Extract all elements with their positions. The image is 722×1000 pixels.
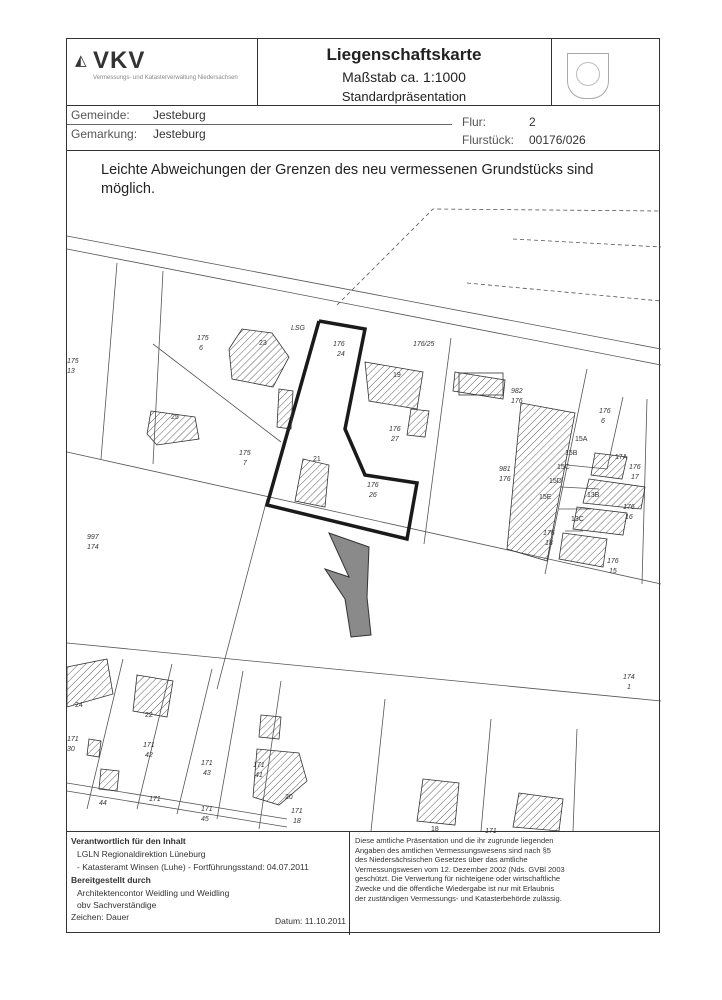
- svg-text:21: 21: [313, 456, 321, 463]
- svg-text:18: 18: [431, 826, 439, 833]
- gemeinde-value: Jesteburg: [153, 108, 206, 122]
- svg-text:41: 41: [255, 772, 263, 779]
- svg-text:13C: 13C: [571, 516, 584, 523]
- svg-text:176: 176: [607, 558, 619, 565]
- divider: [67, 124, 452, 125]
- cadastral-map: [67, 199, 661, 835]
- svg-text:27: 27: [391, 436, 399, 443]
- svg-text:24: 24: [75, 702, 83, 709]
- resp-line-2: - Katasteramt Winsen (Luhe) - Fortführungsstand: 04.07.2011: [77, 862, 309, 872]
- svg-text:176: 176: [367, 482, 379, 489]
- svg-text:997: 997: [87, 534, 99, 541]
- svg-text:13: 13: [67, 368, 75, 375]
- svg-text:175: 175: [239, 450, 251, 457]
- svg-text:45: 45: [201, 816, 209, 823]
- logo-subtitle: Vermessungs- und Katasterverwaltung Niedersachsen: [93, 75, 238, 81]
- parcel-info: [67, 105, 659, 151]
- svg-text:171: 171: [67, 736, 79, 743]
- svg-text:17: 17: [631, 474, 639, 481]
- svg-text:174: 174: [87, 544, 99, 551]
- svg-text:13B: 13B: [587, 492, 600, 499]
- presentation-text: Standardpräsentation: [341, 89, 467, 104]
- deviation-note: Leichte Abweichungen der Grenzen des neu vermessenen Grundstücks sind möglich.: [101, 162, 594, 197]
- svg-text:18: 18: [293, 818, 301, 825]
- coat-of-arms-icon: [567, 53, 609, 99]
- svg-text:15D: 15D: [549, 478, 562, 485]
- divider: [551, 39, 552, 105]
- lsg-boundary: [337, 209, 661, 305]
- svg-text:176: 176: [623, 504, 635, 511]
- provider-line-2: obv Sachverständige: [77, 900, 157, 910]
- scale-text: Maßstab ca. 1:1000: [342, 69, 466, 85]
- logo-name: VKV: [93, 47, 146, 74]
- svg-text:6: 6: [199, 345, 203, 352]
- svg-text:15A: 15A: [575, 436, 588, 443]
- lsg-label: LSG: [291, 325, 306, 332]
- gemarkung-label: Gemarkung:: [71, 127, 138, 141]
- svg-text:20: 20: [285, 794, 293, 801]
- svg-text:15B: 15B: [565, 450, 578, 457]
- resp-line-1: LGLN Regionaldirektion Lüneburg: [77, 849, 206, 859]
- svg-text:176: 176: [333, 341, 345, 348]
- svg-text:171: 171: [201, 806, 213, 813]
- provider-label: Bereitgestellt durch: [71, 875, 151, 885]
- svg-text:176: 176: [629, 464, 641, 471]
- svg-text:22: 22: [145, 712, 153, 719]
- svg-text:174: 174: [623, 674, 635, 681]
- resp-label: Verantwortlich für den Inhalt: [71, 836, 186, 846]
- svg-text:15: 15: [609, 568, 617, 575]
- svg-text:171: 171: [143, 742, 155, 749]
- svg-text:19: 19: [393, 372, 401, 379]
- svg-text:176: 176: [389, 426, 401, 433]
- svg-text:1: 1: [627, 684, 631, 691]
- header: [67, 39, 659, 106]
- svg-text:44: 44: [99, 800, 107, 807]
- flurstueck-label: Flurstück:: [462, 133, 515, 147]
- date: Datum: 11.10.2011: [275, 916, 347, 926]
- divider: [349, 832, 350, 935]
- vkv-logo: [71, 45, 261, 101]
- provider-line-1: Architektencontor Weidling und Weidling: [77, 888, 230, 898]
- svg-text:171: 171: [291, 808, 303, 815]
- svg-text:981: 981: [499, 466, 511, 473]
- location-arrow-icon: [325, 533, 371, 637]
- drawn-by: Zeichen: Dauer: [71, 912, 130, 922]
- parcel-lines: [67, 236, 661, 831]
- compass-icon: ◭: [75, 52, 87, 69]
- svg-text:171: 171: [149, 796, 161, 803]
- svg-text:17A: 17A: [615, 454, 628, 461]
- svg-text:15E: 15E: [539, 494, 552, 501]
- svg-text:176/25: 176/25: [413, 341, 435, 348]
- map-sheet: [66, 38, 660, 933]
- svg-text:16: 16: [625, 514, 633, 521]
- gemeinde-label: Gemeinde:: [71, 108, 130, 122]
- svg-text:175: 175: [67, 358, 79, 365]
- page-title: Liegenschaftskarte: [326, 45, 482, 64]
- svg-text:176: 176: [599, 408, 611, 415]
- svg-text:171: 171: [201, 760, 213, 767]
- svg-text:7: 7: [243, 460, 247, 467]
- svg-text:171: 171: [485, 828, 497, 835]
- svg-text:175: 175: [197, 335, 209, 342]
- svg-text:15C: 15C: [557, 464, 570, 471]
- flurstueck-value: 00176/026: [529, 133, 586, 147]
- svg-text:171: 171: [253, 762, 265, 769]
- svg-text:176: 176: [543, 530, 555, 537]
- svg-text:23: 23: [259, 340, 267, 347]
- gemarkung-value: Jesteburg: [153, 127, 206, 141]
- svg-text:982: 982: [511, 388, 523, 395]
- svg-text:26: 26: [369, 492, 377, 499]
- svg-text:176: 176: [499, 476, 511, 483]
- svg-text:6: 6: [601, 418, 605, 425]
- flur-value: 2: [529, 115, 536, 129]
- svg-text:43: 43: [203, 770, 211, 777]
- svg-text:25: 25: [171, 414, 179, 421]
- svg-text:30: 30: [67, 746, 75, 753]
- svg-text:18: 18: [545, 540, 553, 547]
- svg-text:24: 24: [337, 351, 345, 358]
- svg-text:42: 42: [145, 752, 153, 759]
- flur-label: Flur:: [462, 115, 486, 129]
- footer: [67, 831, 659, 935]
- svg-text:176: 176: [511, 398, 523, 405]
- legal-notice: Diese amtliche Präsentation und die ihr zugrunde liegenden Angaben des amtlichen Vermessungswesens sind nach §5 des Niedersächsischen Gesetzes über das amtliche Vermessungswesen vom 12. Dezember 2002 (Nds. GVBl 2003 geschützt. Die Verwertung für nichteigene oder wirtschaftliche Zwecke und die öffentliche Wiedergabe ist nur mit Erlaubnis der zuständigen Vermessungs- und Katasterbehörde zulässig.: [355, 836, 565, 903]
